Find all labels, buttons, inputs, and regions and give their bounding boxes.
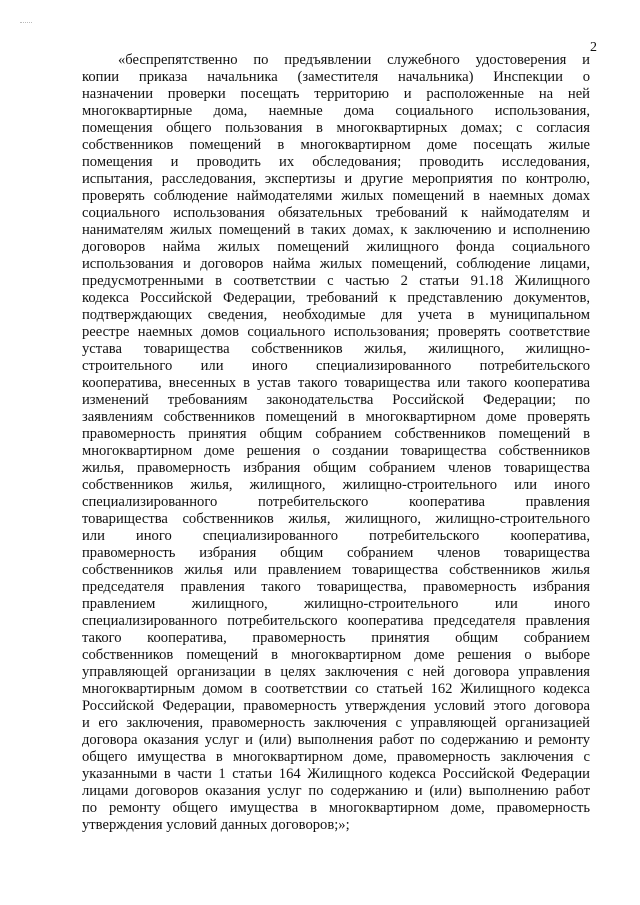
text-line: управляющей организации в целях заключения с ней договора управления xyxy=(82,664,590,680)
text-line: многоквартирным домом в соответствии со статьей 162 Жилищного кодекса xyxy=(82,681,590,697)
text-line: подтверждающих сведения, необходимые для учета в муниципальном xyxy=(82,307,590,323)
text-line: по ремонту общего имущества в многоквартирном доме, правомерность xyxy=(82,800,590,816)
text-line: такого кооператива, правомерность принятия общим собранием xyxy=(82,630,590,646)
text-line: помещения и проводить их обследования; проводить исследования, xyxy=(82,154,590,170)
text-line: назначении проверки посещать территорию и расположенные на ней xyxy=(82,86,590,102)
text-line: испытания, расследования, экспертизы и другие мероприятия по контролю, xyxy=(82,171,590,187)
text-line: социального использования обязательных требований к наймодателям и xyxy=(82,205,590,221)
text-line: кодекса Российской Федерации, требований к представлению документов, xyxy=(82,290,590,306)
text-line: договора оказания услуг и (или) выполнения работ по содержанию и ремонту xyxy=(82,732,590,748)
text-line: собственников жилья или правлением товарищества собственников жилья xyxy=(82,562,590,578)
text-line: многоквартирном доме решения о создании товарищества собственников xyxy=(82,443,590,459)
text-line: председателя правления такого товарищества, правомерность избрания xyxy=(82,579,590,595)
text-line: изменений требованиям законодательства Российской Федерации; по xyxy=(82,392,590,408)
text-line: жилья, правомерность избрания общим собранием членов товарищества xyxy=(82,460,590,476)
text-line: и его заключения, правомерность заключения с управляющей организацией xyxy=(82,715,590,731)
text-line: специализированного потребительского кооператива правления xyxy=(82,494,590,510)
text-line: строительного или иного специализированного потребительского xyxy=(82,358,590,374)
text-line: нанимателям жилых помещений в таких домах, к заключению и исполнению xyxy=(82,222,590,238)
text-line: лицами договоров оказания услуг по содержанию и (или) выполнению работ xyxy=(82,783,590,799)
text-line: проверять соблюдение наймодателями жилых помещений в наемных домах xyxy=(82,188,590,204)
text-line: собственников помещений в многоквартирном доме решения о выборе xyxy=(82,647,590,663)
text-line: устава товарищества собственников жилья, жилищного, жилищно- xyxy=(82,341,590,357)
text-line: помещения общего пользования в многоквартирных домах; с согласия xyxy=(82,120,590,136)
text-line: договоров найма жилых помещений жилищного фонда социального xyxy=(82,239,590,255)
page-number: 2 xyxy=(590,40,597,55)
text-line: Российской Федерации, правомерность утверждения условий этого договора xyxy=(82,698,590,714)
text-line: использования и договоров найма жилых помещений, соблюдение лицами, xyxy=(82,256,590,272)
text-line: копии приказа начальника (заместителя начальника) Инспекции о xyxy=(82,69,590,85)
text-line: собственников жилья, жилищного, жилищно-строительного или иного xyxy=(82,477,590,493)
text-line: «беспрепятственно по предъявлении служебного удостоверения и xyxy=(118,52,590,68)
text-line: или иного специализированного потребительского кооператива, xyxy=(82,528,590,544)
text-line: правлением жилищного, жилищно-строительного или иного xyxy=(82,596,590,612)
text-line: собственников помещений в многоквартирном доме посещать жилые xyxy=(82,137,590,153)
text-line: кооператива, внесенных в устав такого товарищества или такого кооператива xyxy=(82,375,590,391)
scan-corner-mark xyxy=(20,22,32,25)
text-line: заявлениям собственников помещений в многоквартирном доме проверять xyxy=(82,409,590,425)
document-body xyxy=(82,52,590,834)
text-line: товарищества собственников жилья, жилищного, жилищно-строительного xyxy=(82,511,590,527)
text-line: специализированного потребительского кооператива председателя правления xyxy=(82,613,590,629)
text-line: общего имущества в многоквартирном доме, правомерность заключения с xyxy=(82,749,590,765)
text-line: многоквартирные дома, наемные дома социального использования, xyxy=(82,103,590,119)
text-line: утверждения условий данных договоров;»; xyxy=(82,817,350,833)
text-line: реестре наемных домов социального использования; проверять соответствие xyxy=(82,324,590,340)
text-line: указанными в части 1 статьи 164 Жилищного кодекса Российской Федерации xyxy=(82,766,590,782)
text-line: правомерность избрания общим собранием членов товарищества xyxy=(82,545,590,561)
text-line: предусмотренными в соответствии с частью 2 статьи 91.18 Жилищного xyxy=(82,273,590,289)
text-line: правомерность принятия общим собранием собственников помещений в xyxy=(82,426,590,442)
